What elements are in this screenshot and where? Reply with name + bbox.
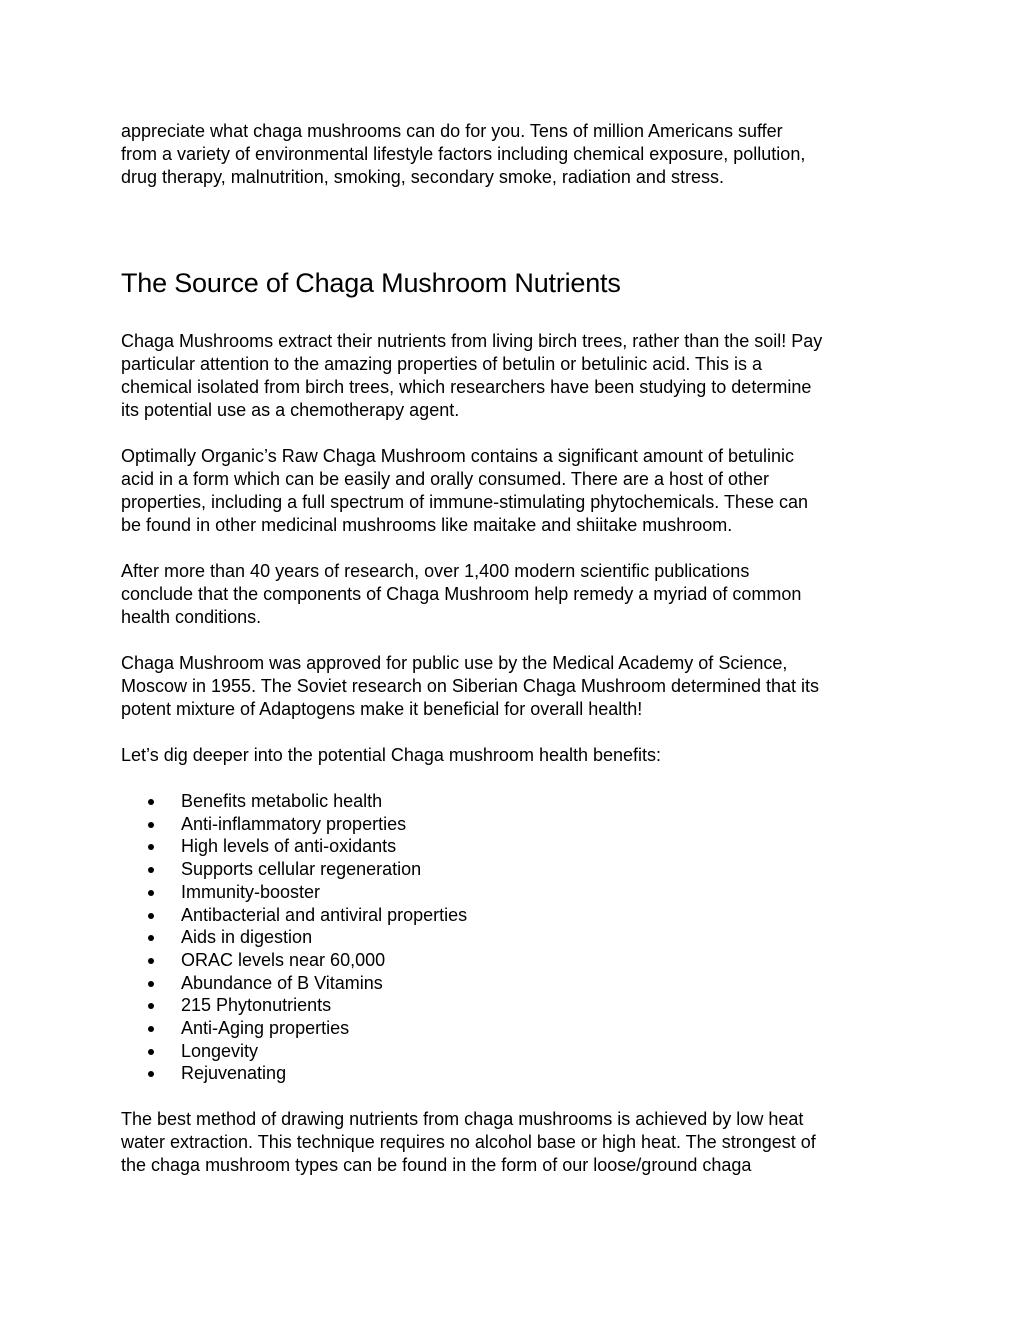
bullet-icon [148,867,154,873]
bullet-icon [148,981,154,987]
bullet-icon [148,935,154,941]
bullet-icon [148,958,154,964]
list-item: Immunity-booster [121,881,911,904]
bullet-icon [148,799,154,805]
paragraph-birch-nutrients: Chaga Mushrooms extract their nutrients from living birch trees, rather than the soil! Pay particular attention to the amazing properties of betulin or betulinic acid. This is a chemical isolated from birch trees, which researchers have been studying to determine its potential use as a chemotherapy agent. [121,331,823,420]
list-item: Antibacterial and antiviral properties [121,904,911,927]
paragraph-approval: Chaga Mushroom was approved for public use by the Medical Academy of Science, Moscow in 1955. The Soviet research on Siberian Chaga Mushroom determined that its potent mixture of Adaptogens make it beneficial for overall health! [121,653,820,719]
list-item: ORAC levels near 60,000 [121,949,911,972]
section-heading: The Source of Chaga Mushroom Nutrients [121,268,621,298]
document-body [121,120,911,1177]
list-item: Anti-inflammatory properties [121,813,911,836]
paragraph-research: After more than 40 years of research, over 1,400 modern scientific publications conclude that the components of Chaga Mushroom help remedy a myriad of common health conditions. [121,561,802,627]
list-item: Aids in digestion [121,926,911,949]
list-item: Abundance of B Vitamins [121,972,911,995]
list-item: Anti-Aging properties [121,1017,911,1040]
closing-paragraph: The best method of drawing nutrients from chaga mushrooms is achieved by low heat water extraction. This technique requires no alcohol base or high heat. The strongest of the chaga mushroom types can be found in the form of our loose/ground chaga [121,1109,816,1176]
list-item: Rejuvenating [121,1062,911,1085]
list-item: High levels of anti-oxidants [121,835,911,858]
bullet-icon [148,913,154,919]
paragraph-benefits-intro: Let’s dig deeper into the potential Chaga mushroom health benefits: [121,745,662,765]
bullet-icon [148,890,154,896]
bullet-icon [148,1026,154,1032]
benefits-list [121,790,911,1085]
paragraph-betulinic-acid: Optimally Organic’s Raw Chaga Mushroom contains a significant amount of betulinic acid in a form which can be easily and orally consumed. There are a host of other properties, including a full spectrum of immune-stimulating phytochemicals. These can be found in other medicinal mushrooms like maitake and shiitake mushroom. [121,446,808,535]
bullet-icon [148,1071,154,1077]
list-item: 215 Phytonutrients [121,994,911,1017]
list-item: Longevity [121,1040,911,1063]
list-item: Supports cellular regeneration [121,858,911,881]
bullet-icon [148,1003,154,1009]
bullet-icon [148,844,154,850]
intro-paragraph: appreciate what chaga mushrooms can do for you. Tens of million Americans suffer from a variety of environmental lifestyle factors including chemical exposure, pollution, drug therapy, malnutrition, smoking, secondary smoke, radiation and stress. [121,121,806,187]
bullet-icon [148,1049,154,1055]
bullet-icon [148,822,154,828]
list-item: Benefits metabolic health [121,790,911,813]
